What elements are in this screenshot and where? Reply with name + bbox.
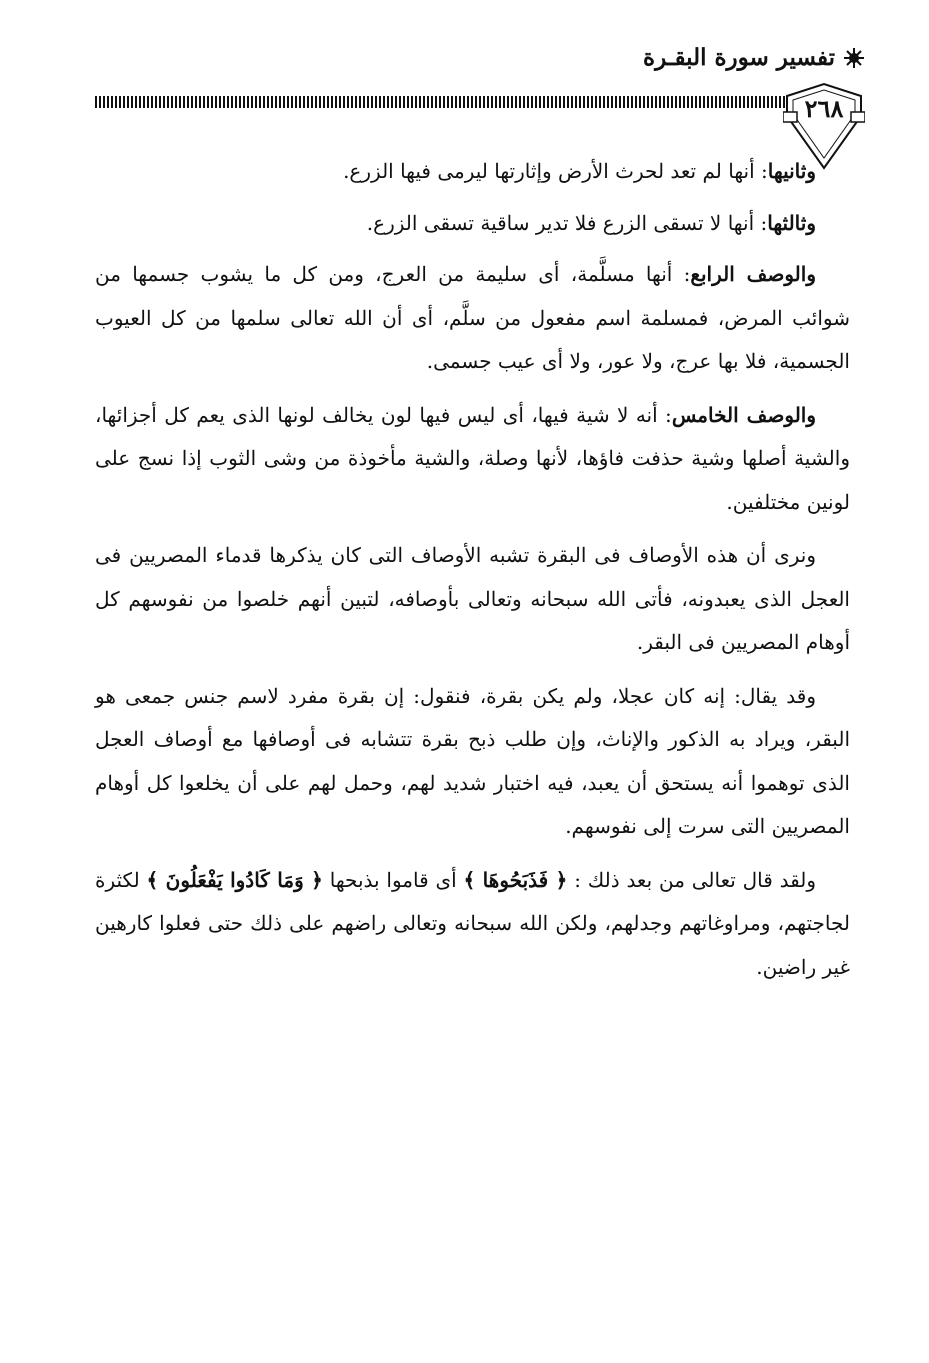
paragraph-lead: والوصف الخامس [671,402,817,427]
paragraph-text: : أنها لا تسقى الزرع فلا تدير ساقية تسقى الزرع. [366,210,768,235]
page-number: ٢٦٨ [804,94,844,123]
paragraph-text: وقد يقال: إنه كان عجلا، ولم يكن بقرة، فنقول: إن بقرة مفرد لاسم جنس جمعى هو البقر، ويراد به الذكور والإناث، وإن طلب ذبح بقرة تتشابه فى أوصافها مع أوصاف العجل الذى توهموا أنه يستحق أن يعبد، فيه اختبار شديد لهم، وحمل لهم على أن يخلعوا كل أوهام المصريين التى سرت إلى نفوسهم. [95,683,850,838]
paragraph-text: لكثرة لجاجتهم، ومراوغاتهم وجدلهم، ولكن الله سبحانه وتعالى راضهم على ذلك حتى فعلوا كارهين غير راضين. [95,867,850,979]
body-text [95,150,850,999]
paragraph [95,859,850,990]
running-header [643,44,865,71]
paragraph [95,534,850,665]
paragraph-text: ولقد قال تعالى من بعد ذلك : [567,867,817,892]
paragraph-text: ونرى أن هذه الأوصاف فى البقرة تشبه الأوصاف التى كان يذكرها قدماء المصريين فى العجل الذى يعبدونه، فأتى الله سبحانه وتعالى بأوصافه، لتبين أنهم خلصوا من نفوسهم كل أوهام المصريين فى البقر. [95,543,850,654]
header-rule [95,96,785,108]
paragraph [95,202,850,246]
paragraph-text: : أنها مسلَّمة، أى سليمة من العرج، ومن كل ما يشوب جسمها من شوائب المرض، فمسلمة اسم مفعول من سلَّم، أى أن الله تعالى سلمها من كل العيوب الجسمية، فلا بها عرج، ولا عور، ولا أى عيب جسمى. [95,262,850,373]
ornament-icon [843,47,865,69]
paragraph-lead: وثانيها [767,159,816,183]
page-header [95,34,865,134]
paragraph [95,394,850,525]
header-title: تفسير سورة البقـرة [643,44,835,71]
paragraph [95,675,850,849]
paragraph-text: أى قاموا بذبحها [322,867,464,892]
paragraph [95,150,850,194]
paragraph [95,253,850,384]
paragraph-lead: والوصف الرابع [690,262,816,286]
paragraph-text: : أنه لا شية فيها، أى ليس فيها لون يخالف لونها الذى يعم كل أجزائها، والشية أصلها وشية حذفت فاؤها، لأنها وصلة، والشية مأخوذة من وشى الثوب إذا نسج على لونين مختلفين. [95,402,850,514]
quran-quote: ﴿ وَمَا كَادُوا يَفْعَلُونَ ﴾ [146,867,323,892]
paragraph-text: : أنها لم تعد لحرث الأرض وإثارتها ليرمى فيها الزرع. [343,159,768,183]
paragraph-lead: وثالثها [767,210,816,235]
quran-quote: ﴿ فَذَبَحُوهَا ﴾ [463,867,568,892]
